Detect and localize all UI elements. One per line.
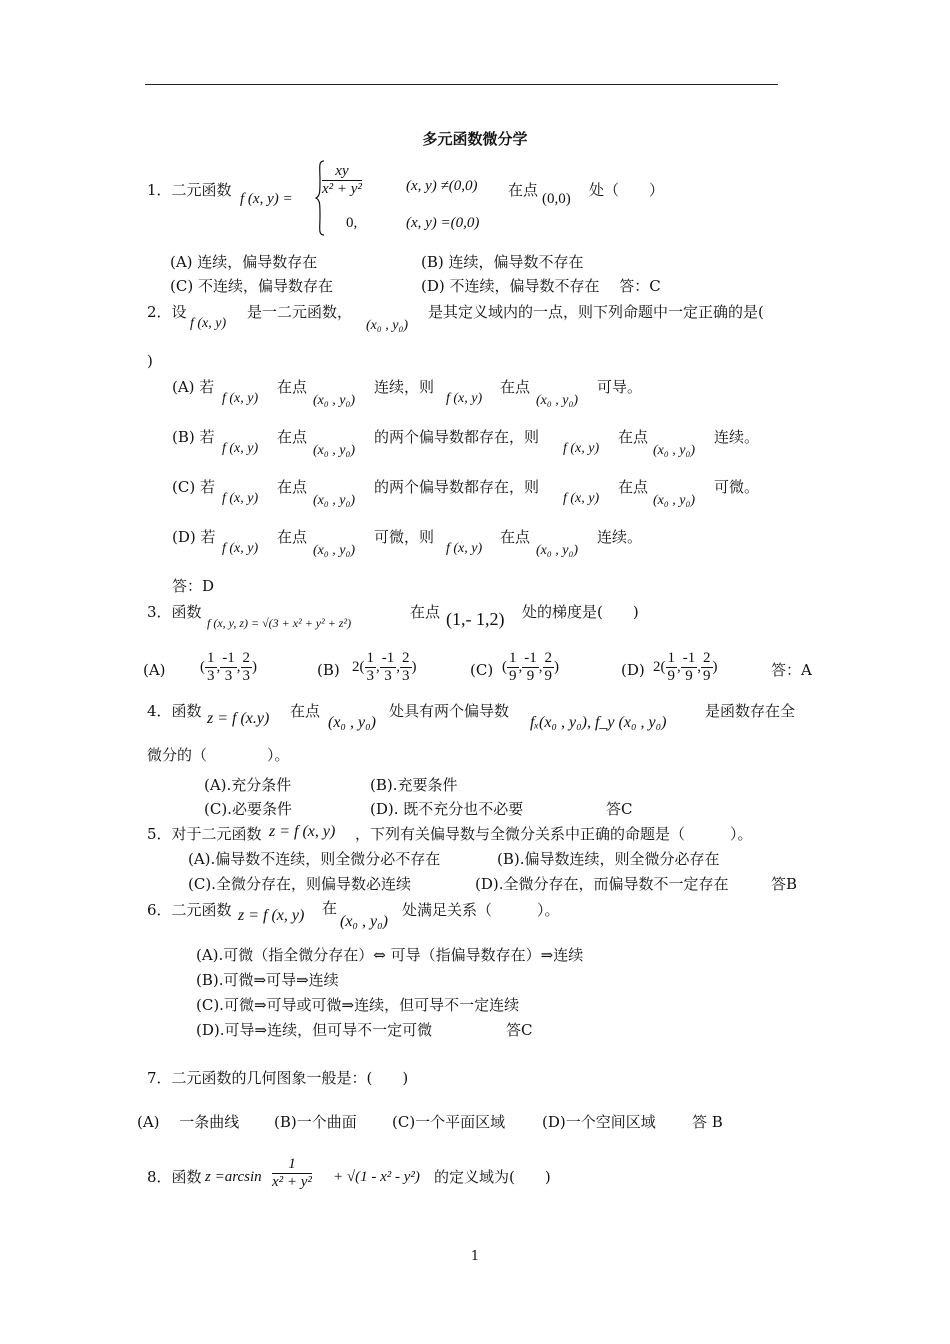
- q1-option-a: (A) 连续，偏导数存在: [170, 253, 318, 271]
- q1-at: 在点: [508, 181, 539, 199]
- q2-answer: 答：D: [172, 577, 215, 595]
- q5-option-a: (A).偏导数不连续，则全微分必不存在: [188, 850, 441, 868]
- q2-c-pre: (C) 若: [172, 478, 215, 496]
- q2-a-pre: (A) 若: [172, 378, 215, 396]
- q3-option-a-label: (A): [143, 661, 166, 679]
- q1-frac-num: xy: [322, 163, 362, 181]
- q5-option-d: (D).全微分存在，而偏导数不一定存在: [475, 875, 729, 893]
- header-rule: [145, 84, 778, 85]
- q3-option-c: ( $\frac{1}{9}$ , $\frac{-1}{9}$ , $\frac{2}{9}$ ): [502, 650, 559, 684]
- q6-point: (x₀ , y₀): [340, 913, 388, 930]
- q2-func: f (x, y): [190, 316, 227, 331]
- q1-option-d: (D) 不连续，偏导数不存在 答：C: [421, 277, 661, 295]
- q2-d-f1: f (x, y): [222, 541, 259, 556]
- q1-tail: 处（ ）: [589, 181, 665, 199]
- q8-tail: 的定义域为( ): [434, 1168, 551, 1186]
- q4-line2: 微分的（ ）。: [147, 746, 290, 764]
- q2-c-p1: (x₀ , y₀): [313, 493, 355, 508]
- q6-lead: 6．二元函数: [147, 901, 232, 919]
- q4-option-c: (C).必要条件: [204, 800, 292, 818]
- q2-a-p1: (x₀ , y₀): [313, 393, 355, 408]
- q2-d-p1: (x₀ , y₀): [313, 543, 355, 558]
- q6-answer: 答C: [506, 1021, 533, 1039]
- q2-lead: 2．设: [147, 303, 187, 321]
- q2-point: (x₀ , y₀): [366, 318, 408, 333]
- q3-option-d-label: (D): [621, 661, 645, 679]
- q4-at: 在点: [290, 702, 321, 720]
- q4-option-b: (B).充要条件: [370, 776, 458, 794]
- q2-c-mid1: 在点: [277, 478, 308, 496]
- q2-tail: 是其定义域内的一点，则下列命题中一定正确的是(: [428, 303, 764, 321]
- q7-option-b: (B)一个曲面: [274, 1113, 357, 1131]
- q1-frac-den: x² + y²: [322, 181, 362, 197]
- q5-answer: 答B: [771, 875, 798, 893]
- q2-a-end: 可导。: [597, 378, 643, 396]
- q7-option-c: (C)一个平面区域: [392, 1113, 506, 1131]
- q4-mid: 处具有两个偏导数: [389, 702, 510, 720]
- q3-option-b: 2( $\frac{1}{3}$ , $\frac{-1}{3}$ , $\frac{2}{3}$ ): [352, 650, 417, 684]
- q2-d-p2: (x₀ , y₀): [536, 543, 578, 558]
- q2-a-mid2: 连续，则: [374, 378, 435, 396]
- q2-b-pre: (B) 若: [172, 428, 215, 446]
- q4-func: z = f (x.y): [207, 710, 270, 727]
- q7-answer: 答 B: [692, 1113, 723, 1131]
- q2-c-end: 可微。: [714, 478, 760, 496]
- q2-a-mid1: 在点: [277, 378, 308, 396]
- q3-option-c-label: (C): [470, 661, 494, 679]
- q3-at: 在点: [410, 603, 441, 621]
- q2-b-mid2: 的两个偏导数都存在，则: [374, 428, 540, 446]
- q8-func-post: + √(1 - x² - y²): [333, 1169, 420, 1185]
- q6-func: z = f (x, y): [238, 907, 305, 924]
- q8-frac-den: x² + y²: [272, 1174, 312, 1190]
- q2-d-pre: (D) 若: [172, 528, 216, 546]
- q4-partials: fₓ(x₀ , y₀), f_y (x₀ , y₀): [530, 714, 667, 731]
- q2-b-mid1: 在点: [277, 428, 308, 446]
- q1-case2-val: 0,: [346, 215, 358, 231]
- q2-d-mid2: 可微，则: [374, 528, 435, 546]
- q2-mid: 是一二元函数，: [247, 303, 353, 321]
- q1-func: f (x, y) =: [240, 191, 293, 207]
- q4-point: (x₀ , y₀): [328, 714, 376, 731]
- q2-a-f2: f (x, y): [446, 391, 483, 406]
- q3-tail: 处的梯度是( ): [522, 603, 639, 621]
- q2-c-f1: f (x, y): [222, 491, 259, 506]
- q2-c-f2: f (x, y): [563, 491, 600, 506]
- q8-fraction: [272, 1156, 312, 1191]
- q2-a-f1: f (x, y): [222, 391, 259, 406]
- q2-c-mid2: 的两个偏导数都存在，则: [374, 478, 540, 496]
- q3-option-d: 2( $\frac{1}{9}$ , $\frac{-1}{9}$ , $\frac{2}{9}$ ): [653, 650, 718, 684]
- q3-option-b-label: (B): [317, 661, 340, 679]
- q3-answer: 答：A: [771, 661, 812, 679]
- q3-point: (1,- 1,2): [446, 609, 505, 629]
- q2-b-f1: f (x, y): [222, 441, 259, 456]
- q2-tail2: ): [147, 352, 153, 370]
- q2-a-mid3: 在点: [500, 378, 531, 396]
- q4-tail: 是函数存在全: [705, 702, 796, 720]
- q3-lead: 3．函数: [147, 603, 202, 621]
- q4-option-a: (A).充分条件: [204, 776, 292, 794]
- q2-d-f2: f (x, y): [446, 541, 483, 556]
- q7-option-d: (D)一个空间区域: [542, 1113, 656, 1131]
- q5-lead: 5．对于二元函数: [147, 825, 262, 843]
- q2-c-mid3: 在点: [618, 478, 649, 496]
- q8-func-pre: z =arcsin: [205, 1169, 262, 1185]
- q5-tail: ，下列有关偏导数与全微分关系中正确的命题是（ ）。: [355, 825, 753, 843]
- q7-lead: 7．二元函数的几何图象一般是：( ): [147, 1069, 409, 1087]
- q2-d-mid3: 在点: [500, 528, 531, 546]
- q8-frac-num: 1: [272, 1156, 312, 1174]
- q2-b-end: 连续。: [714, 428, 760, 446]
- q1-option-b: (B) 连续，偏导数不存在: [421, 253, 584, 271]
- q5-option-c: (C).全微分存在，则偏导数必连续: [188, 875, 411, 893]
- q1-option-c: (C) 不连续，偏导数存在: [170, 277, 333, 295]
- q2-d-end: 连续。: [597, 528, 643, 546]
- q2-b-f2: f (x, y): [563, 441, 600, 456]
- q2-d-mid1: 在点: [277, 528, 308, 546]
- q6-option-a: (A).可微（指全微分存在）⇔ 可导（指偏导数存在）⇒连续: [196, 946, 584, 964]
- q6-option-b: (B).可微⇒可导⇒连续: [196, 971, 339, 989]
- q2-b-mid3: 在点: [618, 428, 649, 446]
- q5-option-b: (B).偏导数连续，则全微分必存在: [497, 850, 720, 868]
- q1-case2-cond: (x, y) =(0,0): [406, 215, 480, 231]
- q2-b-p1: (x₀ , y₀): [313, 443, 355, 458]
- q7-option-a: (A) 一条曲线: [137, 1113, 240, 1131]
- q3-option-a: ( $\frac{1}{3}$ , $\frac{-1}{3}$ , $\frac{2}{3}$ ): [200, 650, 257, 684]
- q6-option-d: (D).可导⇒连续，但可导不一定可微: [196, 1021, 433, 1039]
- q4-answer: 答C: [606, 800, 633, 818]
- q2-b-p2: (x₀ , y₀): [653, 443, 695, 458]
- q2-c-p2: (x₀ , y₀): [653, 493, 695, 508]
- page-number: 1: [470, 1249, 480, 1264]
- q8-lead: 8．函数: [147, 1168, 202, 1186]
- q4-option-d: (D). 既不充分也不必要: [370, 800, 524, 818]
- page-title: 多元函数微分学: [422, 130, 528, 148]
- q1-fraction: [322, 163, 362, 198]
- q1-point: (0,0): [542, 191, 571, 207]
- q1-case1-cond: (x, y) ≠(0,0): [406, 178, 478, 194]
- q4-lead: 4．函数: [147, 702, 202, 720]
- q2-a-p2: (x₀ , y₀): [536, 393, 578, 408]
- q6-tail: 处满足关系（ ）。: [402, 901, 560, 919]
- q3-func: f (x, y, z) = √(3 + x² + y² + z²): [207, 616, 352, 630]
- q1-lead: 1．二元函数: [147, 181, 232, 199]
- q6-option-c: (C).可微⇒可导或可微⇒连续，但可导不一定连续: [196, 996, 520, 1014]
- q5-func: z = f (x, y): [269, 823, 336, 840]
- q6-at: 在: [322, 899, 338, 917]
